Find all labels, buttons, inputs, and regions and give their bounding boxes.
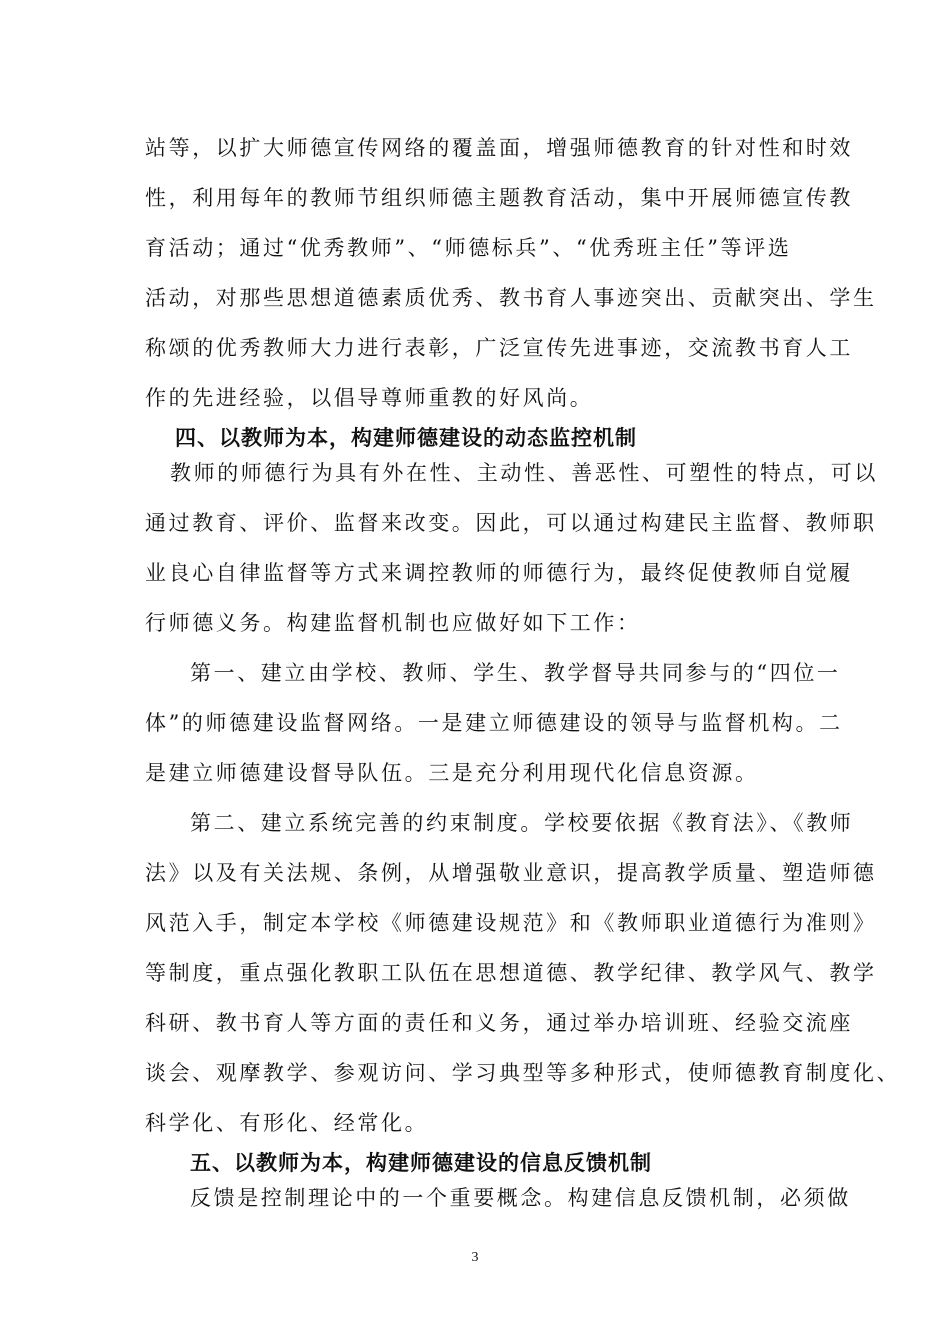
paragraph-line: 活动，对那些思想道德素质优秀、教书育人事迹突出、贡献突出、学生 (145, 286, 877, 310)
page-number: 3 (471, 1250, 479, 1265)
paragraph-line: 第一、建立由学校、教师、学生、教学督导共同参与的“四位一 (190, 661, 841, 685)
paragraph-line: 性，利用每年的教师节组织师德主题教育活动，集中开展师德宣传教 (145, 186, 853, 210)
paragraph-line: 作的先进经验，以倡导尊师重教的好风尚。 (145, 386, 594, 410)
paragraph-line: 站等，以扩大师德宣传网络的覆盖面，增强师德教育的针对性和时效 (145, 136, 853, 160)
paragraph-line: 业良心自律监督等方式来调控教师的师德行为，最终促使教师自觉履 (145, 561, 853, 585)
paragraph-line: 等制度，重点强化教职工队伍在思想道德、教学纪律、教学风气、教学 (145, 961, 877, 985)
paragraph-line: 反馈是控制理论中的一个重要概念。构建信息反馈机制，必须做 (190, 1186, 851, 1210)
paragraph-line: 第二、建立系统完善的约束制度。学校要依据《教育法》、《教师 (190, 811, 854, 835)
section-heading: 四、以教师为本，构建师德建设的动态监控机制 (175, 426, 637, 450)
paragraph-line: 谈会、观摩教学、参观访问、学习典型等多种形式，使师德教育制度化、 (145, 1061, 901, 1085)
paragraph-line: 称颂的优秀教师大力进行表彰，广泛宣传先进事迹，交流教书育人工 (145, 336, 853, 360)
section-heading: 五、以教师为本，构建师德建设的信息反馈机制 (190, 1151, 652, 1175)
paragraph-line: 通过教育、评价、监督来改变。因此，可以通过构建民主监督、教师职 (145, 511, 877, 535)
paragraph-line: 是建立师德建设督导队伍。三是充分利用现代化信息资源。 (145, 761, 759, 785)
paragraph-line: 科研、教书育人等方面的责任和义务，通过举办培训班、经验交流座 (145, 1011, 853, 1035)
paragraph-line: 育活动；通过“优秀教师”、“师德标兵”、“优秀班主任”等评选 (145, 236, 792, 260)
paragraph-line: 体”的师德建设监督网络。一是建立师德建设的领导与监督机构。二 (145, 711, 843, 735)
paragraph-line: 教师的师德行为具有外在性、主动性、善恶性、可塑性的特点，可以 (170, 461, 878, 485)
paragraph-line: 行师德义务。构建监督机制也应做好如下工作： (145, 611, 641, 635)
paragraph-line: 科学化、有形化、经常化。 (145, 1111, 429, 1135)
paragraph-line: 法》以及有关法规、条例，从增强敬业意识，提高教学质量、塑造师德 (145, 861, 877, 885)
paragraph-line: 风范入手，制定本学校《师德建设规范》和《教师职业道德行为准则》 (145, 911, 877, 935)
